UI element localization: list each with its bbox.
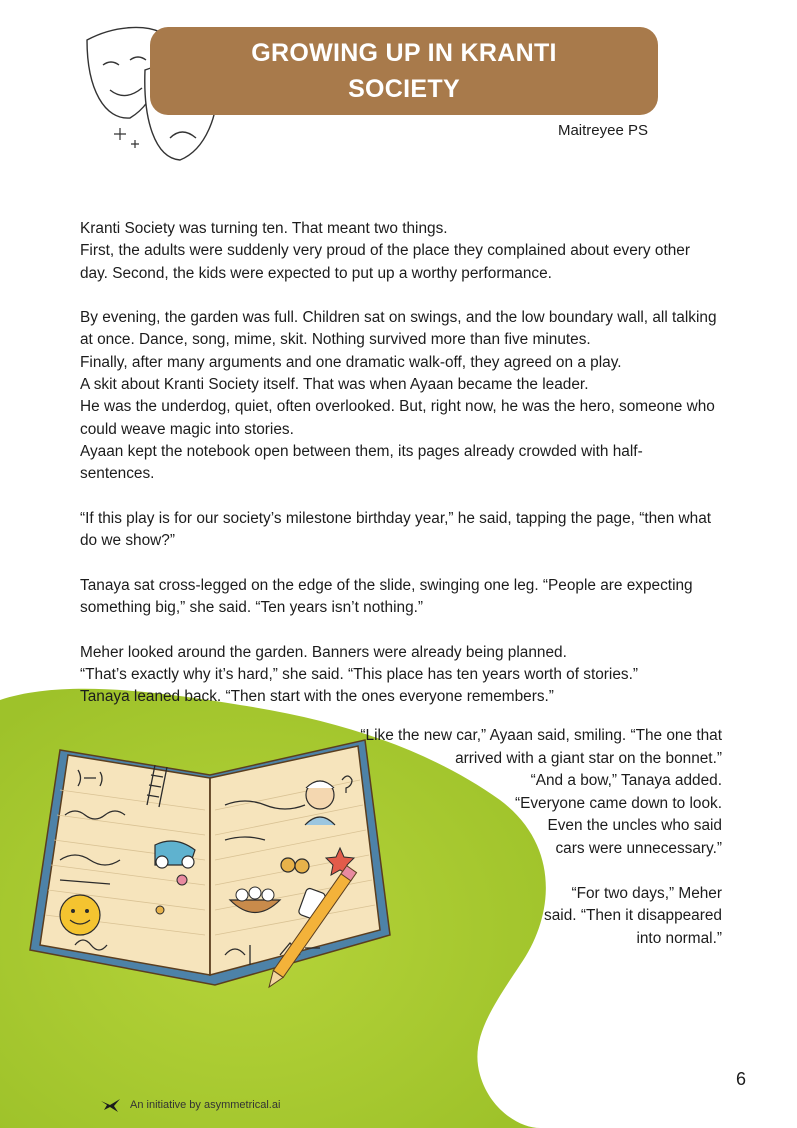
bird-logo-icon bbox=[100, 1097, 122, 1113]
story-line: First, the adults were suddenly very proud of the place they complained about every other bbox=[80, 242, 690, 260]
right-column-text bbox=[300, 725, 722, 950]
story-line: day. Second, the kids were expected to put up a worthy performance. bbox=[80, 264, 552, 282]
story-line: Tanaya sat cross-legged on the edge of the slide, swinging one leg. “People are expecting bbox=[80, 576, 693, 594]
story-paragraph bbox=[80, 575, 725, 620]
story-line: “And a bow,” Tanaya added. bbox=[530, 772, 722, 789]
story-line: “If this play is for our society’s milestone birthday year,” he said, tapping the page, “then what bbox=[80, 509, 712, 527]
story-line: said. “Then it disappeared bbox=[544, 907, 722, 924]
story-line: “That’s exactly why it’s hard,” she said. “This place has ten years worth of stories.” bbox=[80, 665, 638, 683]
story-paragraph bbox=[80, 307, 725, 485]
title-banner bbox=[150, 27, 658, 115]
footer-credit bbox=[100, 1094, 280, 1116]
story-line: do we show?” bbox=[80, 532, 175, 550]
story-line: By evening, the garden was full. Children sat on swings, and the low boundary wall, all talking bbox=[80, 309, 717, 327]
story-line: Finally, after many arguments and one dramatic walk-off, they agreed on a play. bbox=[80, 353, 622, 371]
story-line: could weave magic into stories. bbox=[80, 420, 294, 438]
story-line: at once. Dance, song, mime, skit. Nothing survived more than five minutes. bbox=[80, 331, 591, 349]
story-line: something big,” she said. “Ten years isn’t nothing.” bbox=[80, 599, 424, 617]
story-paragraph bbox=[80, 218, 725, 285]
story-line: Kranti Society was turning ten. That meant two things. bbox=[80, 220, 448, 237]
story-line: Tanaya leaned back. “Then start with the ones everyone remembers.” bbox=[80, 688, 554, 706]
story-line: A skit about Kranti Society itself. That was when Ayaan became the leader. bbox=[80, 376, 589, 394]
story-paragraph bbox=[80, 508, 725, 553]
story-paragraph bbox=[80, 642, 725, 709]
story-line: sentences. bbox=[80, 465, 155, 483]
story-line: cars were unnecessary.” bbox=[555, 839, 722, 857]
story-line: Meher looked around the garden. Banners were already being planned. bbox=[80, 643, 567, 661]
story-line: He was the underdog, quiet, often overlooked. But, right now, he was the hero, someone who bbox=[80, 398, 715, 416]
author-name: Maitreyee PS bbox=[557, 122, 648, 139]
story-line: “Everyone came down to look. bbox=[514, 794, 722, 812]
story-body bbox=[80, 218, 725, 709]
page-number: 6 bbox=[735, 1069, 746, 1089]
story-line: Ayaan kept the notebook open between them, its pages already crowded with half- bbox=[80, 442, 643, 460]
story-line: Even the uncles who said bbox=[547, 817, 722, 834]
story-line: “For two days,” Meher bbox=[571, 884, 722, 902]
story-line: “Like the new car,” Ayaan said, smiling. “The one that bbox=[360, 727, 722, 744]
story-line-spacer bbox=[300, 860, 722, 883]
story-line: into normal.” bbox=[636, 929, 722, 947]
page-title: GROWING UP IN KRANTI SOCIETY bbox=[251, 39, 557, 103]
footer-credit-text: An initiative by asymmetrical.ai bbox=[130, 1099, 281, 1111]
story-line: arrived with a giant star on the bonnet.” bbox=[455, 749, 722, 767]
